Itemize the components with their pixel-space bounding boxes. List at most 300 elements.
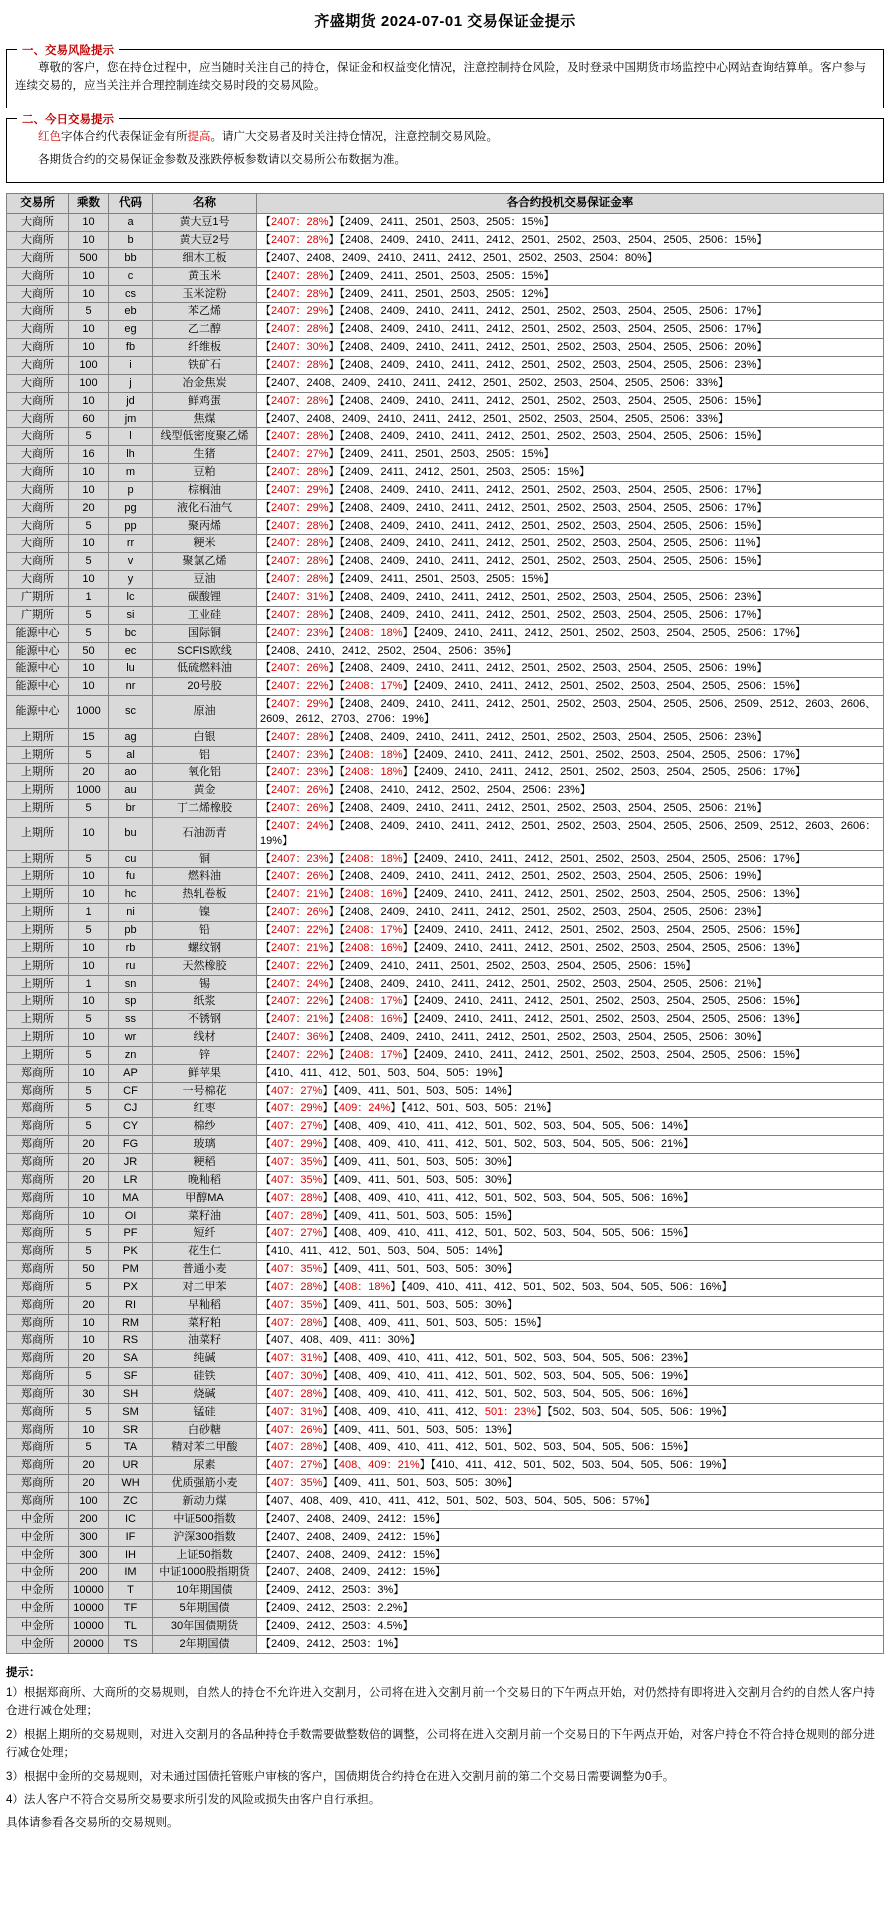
- cell-margin-rate: 【2407：22%】【2408：17%】【2409、2410、2411、2412、2501、2502、2503、2504、2505、2506：15%】: [257, 922, 884, 940]
- cell-code: SH: [109, 1385, 153, 1403]
- today-notice-text-1: [15, 129, 875, 147]
- col-margin-rate: 各合约投机交易保证金率: [257, 194, 884, 214]
- cell-code: UR: [109, 1457, 153, 1475]
- cell-margin-rate: 【2407：22%】【2408：17%】【2409、2410、2411、2412、2501、2502、2503、2504、2505、2506：15%】: [257, 1046, 884, 1064]
- cell-name: 黄大豆2号: [153, 232, 257, 250]
- cell-name: 粳米: [153, 535, 257, 553]
- cell-exchange: 郑商所: [7, 1314, 69, 1332]
- cell-multiplier: 5: [69, 1118, 109, 1136]
- cell-margin-rate: 【2407：28%】【2408、2409、2410、2411、2412、2501、2502、2503、2504、2505、2506：11%】: [257, 535, 884, 553]
- cell-multiplier: 20: [69, 1136, 109, 1154]
- cell-name: 焦煤: [153, 410, 257, 428]
- cell-margin-rate: 【407：35%】【409、411、501、503、505：30%】: [257, 1171, 884, 1189]
- table-row: [7, 1314, 884, 1332]
- cell-margin-rate: 【2407：23%】【2408：18%】【2409、2410、2411、2412、2501、2502、2503、2504、2505、2506：17%】: [257, 764, 884, 782]
- cell-code: RS: [109, 1332, 153, 1350]
- cell-exchange: 上期所: [7, 939, 69, 957]
- cell-name: 花生仁: [153, 1243, 257, 1261]
- cell-name: 普通小麦: [153, 1261, 257, 1279]
- cell-multiplier: 100: [69, 1493, 109, 1511]
- note-item: 1）根据郑商所、大商所的交易规则，自然人的持仓不允许进入交割月，公司将在进入交割月前一个交易日的下午两点开始，对仍然持有即将进入交割月合约的自然人客户持仓进行减仓处理；: [6, 1686, 875, 1718]
- cell-code: si: [109, 606, 153, 624]
- cell-exchange: 郑商所: [7, 1493, 69, 1511]
- page-title: 齐盛期货 2024-07-01 交易保证金提示: [314, 13, 576, 30]
- table-row: [7, 1189, 884, 1207]
- cell-code: nr: [109, 678, 153, 696]
- cell-margin-rate: 【2407：26%】【2408、2409、2410、2411、2412、2501、2502、2503、2504、2505、2506：19%】: [257, 868, 884, 886]
- cell-multiplier: 16: [69, 446, 109, 464]
- cell-name: 线材: [153, 1029, 257, 1047]
- cell-exchange: 上期所: [7, 957, 69, 975]
- cell-name: 新动力煤: [153, 1493, 257, 1511]
- cell-multiplier: 60: [69, 410, 109, 428]
- cell-margin-rate: 【2407：29%】【2408、2409、2410、2411、2412、2501、2502、2503、2504、2505、2506、2509、2512、2603、2606、2609、2612、2703、2706：19%】: [257, 696, 884, 729]
- cell-exchange: 郑商所: [7, 1225, 69, 1243]
- cell-code: a: [109, 214, 153, 232]
- cell-name: 生猪: [153, 446, 257, 464]
- cell-multiplier: 10: [69, 571, 109, 589]
- cell-exchange: 上期所: [7, 850, 69, 868]
- cell-name: 天然橡胶: [153, 957, 257, 975]
- cell-margin-rate: 【2407：28%】【2408、2409、2410、2411、2412、2501、2502、2503、2504、2505、2506：23%】: [257, 357, 884, 375]
- cell-name: 菜籽油: [153, 1207, 257, 1225]
- cell-multiplier: 100: [69, 374, 109, 392]
- cell-multiplier: 20: [69, 1171, 109, 1189]
- cell-multiplier: 10: [69, 464, 109, 482]
- cell-exchange: 上期所: [7, 868, 69, 886]
- table-header-row: [7, 194, 884, 214]
- cell-exchange: 郑商所: [7, 1243, 69, 1261]
- cell-code: RM: [109, 1314, 153, 1332]
- cell-margin-rate: 【2407：26%】【2408、2409、2410、2411、2412、2501、2502、2503、2504、2505、2506：21%】: [257, 800, 884, 818]
- cell-exchange: 上期所: [7, 886, 69, 904]
- cell-exchange: 大商所: [7, 464, 69, 482]
- cell-multiplier: 5: [69, 1011, 109, 1029]
- table-row: [7, 357, 884, 375]
- cell-multiplier: 300: [69, 1546, 109, 1564]
- cell-margin-rate: 【2407：28%】【2409、2411、2412、2501、2503、2505：15%】: [257, 464, 884, 482]
- cell-multiplier: 5: [69, 1046, 109, 1064]
- cell-code: IC: [109, 1510, 153, 1528]
- cell-multiplier: 10: [69, 267, 109, 285]
- cell-exchange: 广期所: [7, 606, 69, 624]
- cell-exchange: 中金所: [7, 1510, 69, 1528]
- cell-multiplier: 20: [69, 499, 109, 517]
- cell-exchange: 能源中心: [7, 642, 69, 660]
- cell-name: 玉米淀粉: [153, 285, 257, 303]
- table-row: [7, 1171, 884, 1189]
- cell-margin-rate: 【2407、2408、2409、2412：15%】: [257, 1510, 884, 1528]
- cell-multiplier: 10: [69, 1314, 109, 1332]
- cell-multiplier: 1: [69, 904, 109, 922]
- cell-multiplier: 10: [69, 993, 109, 1011]
- cell-margin-rate: 【2407：30%】【2408、2409、2410、2411、2412、2501、2502、2503、2504、2505、2506：20%】: [257, 339, 884, 357]
- cell-margin-rate: 【407：28%】【408、409、410、411、412、501、502、503、504、505、506：16%】: [257, 1385, 884, 1403]
- cell-margin-rate: 【2407：28%】【2408、2409、2410、2411、2412、2501、2502、2503、2504、2505、2506：15%】: [257, 428, 884, 446]
- cell-code: lu: [109, 660, 153, 678]
- cell-code: bc: [109, 624, 153, 642]
- cell-margin-rate: 【410、411、412、501、503、504、505：14%】: [257, 1243, 884, 1261]
- cell-name: 锰硅: [153, 1403, 257, 1421]
- notes-heading: 提示：: [6, 1666, 41, 1679]
- cell-margin-rate: 【407、408、409、410、411、412、501、502、503、504、505、506：57%】: [257, 1493, 884, 1511]
- cell-exchange: 上期所: [7, 1029, 69, 1047]
- cell-name: 白砂糖: [153, 1421, 257, 1439]
- cell-name: 中证1000股指期货: [153, 1564, 257, 1582]
- cell-code: ss: [109, 1011, 153, 1029]
- cell-multiplier: 10: [69, 1421, 109, 1439]
- cell-name: 工业硅: [153, 606, 257, 624]
- cell-margin-rate: 【407、408、409、411：30%】: [257, 1332, 884, 1350]
- table-row: [7, 993, 884, 1011]
- cell-margin-rate: 【407：28%】【408、409、411、501、503、505：15%】: [257, 1314, 884, 1332]
- cell-name: 棉纱: [153, 1118, 257, 1136]
- col-name: 名称: [153, 194, 257, 214]
- cell-exchange: 郑商所: [7, 1153, 69, 1171]
- cell-margin-rate: 【2407：31%】【2408、2409、2410、2411、2412、2501、2502、2503、2504、2505、2506：23%】: [257, 588, 884, 606]
- cell-margin-rate: 【2407：23%】【2408：18%】【2409、2410、2411、2412、2501、2502、2503、2504、2505、2506：17%】: [257, 746, 884, 764]
- cell-exchange: 郑商所: [7, 1332, 69, 1350]
- cell-margin-rate: 【2407、2408、2409、2410、2411、2412、2501、2502、2503、2504：80%】: [257, 249, 884, 267]
- cell-margin-rate: 【2407：23%】【2408：18%】【2409、2410、2411、2412、2501、2502、2503、2504、2505、2506：17%】: [257, 624, 884, 642]
- cell-multiplier: 5: [69, 850, 109, 868]
- cell-code: pg: [109, 499, 153, 517]
- cell-name: 铅: [153, 922, 257, 940]
- table-row: [7, 1350, 884, 1368]
- cell-multiplier: 10000: [69, 1617, 109, 1635]
- cell-multiplier: 10: [69, 868, 109, 886]
- table-row: [7, 939, 884, 957]
- cell-margin-rate: 【2408、2410、2412、2502、2504、2506：35%】: [257, 642, 884, 660]
- cell-multiplier: 10: [69, 285, 109, 303]
- cell-name: 上证50指数: [153, 1546, 257, 1564]
- cell-margin-rate: 【2407：21%】【2408：16%】【2409、2410、2411、2412、2501、2502、2503、2504、2505、2506：13%】: [257, 886, 884, 904]
- table-row: [7, 428, 884, 446]
- cell-code: CJ: [109, 1100, 153, 1118]
- table-row: [7, 850, 884, 868]
- cell-code: bb: [109, 249, 153, 267]
- cell-multiplier: 10: [69, 481, 109, 499]
- cell-multiplier: 10: [69, 392, 109, 410]
- cell-name: 早籼稻: [153, 1296, 257, 1314]
- cell-code: TF: [109, 1600, 153, 1618]
- today-notice-section: [6, 113, 884, 184]
- cell-name: 20号胶: [153, 678, 257, 696]
- table-row: [7, 678, 884, 696]
- cell-margin-rate: 【2407：24%】【2408、2409、2410、2411、2412、2501、2502、2503、2504、2505、2506：21%】: [257, 975, 884, 993]
- cell-margin-rate: 【407：27%】【409、411、501、503、505：14%】: [257, 1082, 884, 1100]
- cell-name: 30年国债期货: [153, 1617, 257, 1635]
- cell-multiplier: 10: [69, 339, 109, 357]
- table-row: [7, 1278, 884, 1296]
- cell-exchange: 上期所: [7, 782, 69, 800]
- cell-code: fu: [109, 868, 153, 886]
- cell-multiplier: 10: [69, 1332, 109, 1350]
- note-item: 3）根据中金所的交易规则，对未通过国债托管账户审核的客户，国债期货合约持仓在进入交割月前的第二个交易日需要调整为0手。: [6, 1770, 675, 1783]
- table-row: [7, 1136, 884, 1154]
- cell-exchange: 郑商所: [7, 1082, 69, 1100]
- notice-mid-text: 字体合约代表保证金有所: [61, 130, 188, 143]
- cell-code: sp: [109, 993, 153, 1011]
- cell-multiplier: 5: [69, 1403, 109, 1421]
- cell-code: au: [109, 782, 153, 800]
- cell-exchange: 郑商所: [7, 1118, 69, 1136]
- cell-code: PX: [109, 1278, 153, 1296]
- cell-name: 10年期国债: [153, 1582, 257, 1600]
- table-row: [7, 1546, 884, 1564]
- risk-notice-text: 尊敬的客户，您在持仓过程中，应当随时关注自己的持仓，保证金和权益变化情况，注意控制持仓风险，及时登录中国期货市场监控中心网站查询结算单。客户参与连续交易的，应当关注并合理控制连续交易时段的交易风险。: [15, 62, 866, 92]
- table-row: [7, 1332, 884, 1350]
- table-row: [7, 517, 884, 535]
- cell-name: 鲜鸡蛋: [153, 392, 257, 410]
- cell-multiplier: 20: [69, 1153, 109, 1171]
- cell-name: 菜籽粕: [153, 1314, 257, 1332]
- cell-margin-rate: 【2407、2408、2409、2412：15%】: [257, 1564, 884, 1582]
- cell-name: 棕榈油: [153, 481, 257, 499]
- cell-exchange: 广期所: [7, 588, 69, 606]
- cell-name: 黄大豆1号: [153, 214, 257, 232]
- cell-exchange: 大商所: [7, 285, 69, 303]
- table-row: [7, 1564, 884, 1582]
- cell-multiplier: 5: [69, 553, 109, 571]
- cell-code: cu: [109, 850, 153, 868]
- cell-name: 纯碱: [153, 1350, 257, 1368]
- cell-exchange: 上期所: [7, 746, 69, 764]
- cell-margin-rate: 【2407：28%】【2408、2409、2410、2411、2412、2501、2502、2503、2504、2505、2506：23%】: [257, 728, 884, 746]
- cell-multiplier: 20: [69, 1475, 109, 1493]
- cell-exchange: 大商所: [7, 446, 69, 464]
- cell-name: 沪深300指数: [153, 1528, 257, 1546]
- cell-code: PF: [109, 1225, 153, 1243]
- cell-name: 液化石油气: [153, 499, 257, 517]
- table-row: [7, 1368, 884, 1386]
- cell-name: 5年期国债: [153, 1600, 257, 1618]
- cell-code: hc: [109, 886, 153, 904]
- cell-name: 豆油: [153, 571, 257, 589]
- table-row: [7, 464, 884, 482]
- table-row: [7, 1243, 884, 1261]
- table-row: [7, 1457, 884, 1475]
- cell-exchange: 能源中心: [7, 696, 69, 729]
- cell-margin-rate: 【2407、2408、2409、2412：15%】: [257, 1528, 884, 1546]
- cell-multiplier: 5: [69, 606, 109, 624]
- cell-code: i: [109, 357, 153, 375]
- cell-exchange: 大商所: [7, 267, 69, 285]
- cell-exchange: 郑商所: [7, 1100, 69, 1118]
- cell-name: 优质强筋小麦: [153, 1475, 257, 1493]
- cell-exchange: 大商所: [7, 517, 69, 535]
- cell-code: JR: [109, 1153, 153, 1171]
- cell-multiplier: 10: [69, 214, 109, 232]
- cell-multiplier: 10: [69, 678, 109, 696]
- table-row: [7, 392, 884, 410]
- cell-exchange: 中金所: [7, 1635, 69, 1653]
- footer-notes: [6, 1664, 884, 1833]
- red-raise-word: 提高: [187, 130, 211, 143]
- cell-exchange: 上期所: [7, 993, 69, 1011]
- cell-exchange: 郑商所: [7, 1350, 69, 1368]
- cell-multiplier: 10: [69, 660, 109, 678]
- cell-margin-rate: 【407：27%】【408、409：21%】【410、411、412、501、502、503、504、505、506：19%】: [257, 1457, 884, 1475]
- table-row: [7, 1582, 884, 1600]
- cell-exchange: 郑商所: [7, 1457, 69, 1475]
- table-row: [7, 481, 884, 499]
- cell-multiplier: 10: [69, 1207, 109, 1225]
- table-row: [7, 800, 884, 818]
- table-row: [7, 285, 884, 303]
- cell-multiplier: 5: [69, 1082, 109, 1100]
- cell-code: SF: [109, 1368, 153, 1386]
- cell-exchange: 上期所: [7, 817, 69, 850]
- cell-code: IM: [109, 1564, 153, 1582]
- table-row: [7, 1493, 884, 1511]
- cell-margin-rate: 【2407、2408、2409、2410、2411、2412、2501、2502、2503、2504、2505、2506：33%】: [257, 410, 884, 428]
- cell-margin-rate: 【2407、2408、2409、2410、2411、2412、2501、2502、2503、2504、2505、2506：33%】: [257, 374, 884, 392]
- cell-exchange: 上期所: [7, 728, 69, 746]
- cell-exchange: 大商所: [7, 392, 69, 410]
- cell-multiplier: 200: [69, 1510, 109, 1528]
- cell-exchange: 大商所: [7, 535, 69, 553]
- table-row: [7, 571, 884, 589]
- cell-multiplier: 10: [69, 1029, 109, 1047]
- cell-code: ec: [109, 642, 153, 660]
- cell-multiplier: 10000: [69, 1582, 109, 1600]
- notes-list: [6, 1684, 884, 1833]
- cell-multiplier: 1: [69, 975, 109, 993]
- cell-name: 国际铜: [153, 624, 257, 642]
- cell-code: jm: [109, 410, 153, 428]
- table-row: [7, 374, 884, 392]
- cell-exchange: 郑商所: [7, 1296, 69, 1314]
- cell-code: SM: [109, 1403, 153, 1421]
- cell-code: eg: [109, 321, 153, 339]
- cell-name: 黄玉米: [153, 267, 257, 285]
- cell-code: eb: [109, 303, 153, 321]
- cell-margin-rate: 【2409、2412、2503：1%】: [257, 1635, 884, 1653]
- cell-name: 冶金焦炭: [153, 374, 257, 392]
- table-row: [7, 232, 884, 250]
- cell-margin-rate: 【2407：26%】【2408、2410、2412、2502、2504、2506：23%】: [257, 782, 884, 800]
- cell-exchange: 郑商所: [7, 1136, 69, 1154]
- cell-margin-rate: 【410、411、412、501、503、504、505：19%】: [257, 1064, 884, 1082]
- cell-margin-rate: 【2407：22%】【2408：17%】【2409、2410、2411、2412、2501、2502、2503、2504、2505、2506：15%】: [257, 993, 884, 1011]
- table-row: [7, 1100, 884, 1118]
- table-row: [7, 642, 884, 660]
- cell-name: 细木工板: [153, 249, 257, 267]
- cell-name: 氧化铝: [153, 764, 257, 782]
- table-row: [7, 1600, 884, 1618]
- cell-margin-rate: 【407：30%】【408、409、410、411、412、501、502、503、504、505、506：19%】: [257, 1368, 884, 1386]
- cell-margin-rate: 【407：28%】【408、409、410、411、412、501、502、503、504、505、506：15%】: [257, 1439, 884, 1457]
- cell-margin-rate: 【2407：23%】【2408：18%】【2409、2410、2411、2412、2501、2502、2503、2504、2505、2506：17%】: [257, 850, 884, 868]
- cell-margin-rate: 【2409、2412、2503：4.5%】: [257, 1617, 884, 1635]
- table-row: [7, 817, 884, 850]
- cell-name: 丁二烯橡胶: [153, 800, 257, 818]
- cell-multiplier: 50: [69, 642, 109, 660]
- cell-multiplier: 10: [69, 817, 109, 850]
- cell-exchange: 上期所: [7, 904, 69, 922]
- cell-code: TS: [109, 1635, 153, 1653]
- notice-post-text: 。请广大交易者及时关注持仓情况，注意控制交易风险。: [210, 130, 498, 143]
- cell-name: 铝: [153, 746, 257, 764]
- risk-notice-section: [6, 45, 884, 108]
- cell-margin-rate: 【2407：28%】【2409、2411、2501、2503、2505：12%】: [257, 285, 884, 303]
- cell-multiplier: 5: [69, 1278, 109, 1296]
- cell-margin-rate: 【407：28%】【409、411、501、503、505：15%】: [257, 1207, 884, 1225]
- cell-multiplier: 5: [69, 1100, 109, 1118]
- cell-name: 2年期国债: [153, 1635, 257, 1653]
- cell-name: 原油: [153, 696, 257, 729]
- cell-multiplier: 20000: [69, 1635, 109, 1653]
- cell-name: 一号棉花: [153, 1082, 257, 1100]
- cell-name: 中证500指数: [153, 1510, 257, 1528]
- cell-name: 石油沥青: [153, 817, 257, 850]
- cell-margin-rate: 【2407、2408、2409、2412：15%】: [257, 1546, 884, 1564]
- cell-margin-rate: 【407：35%】【409、411、501、503、505：30%】: [257, 1296, 884, 1314]
- table-row: [7, 1475, 884, 1493]
- cell-code: CY: [109, 1118, 153, 1136]
- cell-code: l: [109, 428, 153, 446]
- cell-code: RI: [109, 1296, 153, 1314]
- note-item: 具体请参看各交易所的交易规则。: [6, 1817, 179, 1830]
- cell-name: 锡: [153, 975, 257, 993]
- table-row: [7, 446, 884, 464]
- cell-name: 聚氯乙烯: [153, 553, 257, 571]
- today-notice-label: 二、今日交易提示: [17, 111, 119, 127]
- cell-name: 尿素: [153, 1457, 257, 1475]
- table-row: [7, 957, 884, 975]
- cell-margin-rate: 【407：29%】【408、409、410、411、412、501、502、503、504、505、506：21%】: [257, 1136, 884, 1154]
- cell-name: 碳酸锂: [153, 588, 257, 606]
- cell-name: 白银: [153, 728, 257, 746]
- table-row: [7, 1207, 884, 1225]
- table-row: [7, 764, 884, 782]
- table-row: [7, 606, 884, 624]
- table-row: [7, 1225, 884, 1243]
- cell-multiplier: 5: [69, 1368, 109, 1386]
- cell-code: SR: [109, 1421, 153, 1439]
- cell-multiplier: 30: [69, 1385, 109, 1403]
- table-row: [7, 1510, 884, 1528]
- table-body: [7, 214, 884, 1653]
- cell-code: rb: [109, 939, 153, 957]
- cell-exchange: 郑商所: [7, 1064, 69, 1082]
- cell-exchange: 上期所: [7, 764, 69, 782]
- cell-exchange: 郑商所: [7, 1171, 69, 1189]
- cell-exchange: 中金所: [7, 1582, 69, 1600]
- cell-multiplier: 10000: [69, 1600, 109, 1618]
- cell-code: ag: [109, 728, 153, 746]
- note-item: 4）法人客户不符合交易所交易要求所引发的风险或损失由客户自行承担。: [6, 1793, 381, 1806]
- cell-exchange: 中金所: [7, 1564, 69, 1582]
- cell-margin-rate: 【407：27%】【408、409、410、411、412、501、502、503、504、505、506：15%】: [257, 1225, 884, 1243]
- table-row: [7, 588, 884, 606]
- table-row: [7, 1439, 884, 1457]
- table-row: [7, 1635, 884, 1653]
- cell-code: WH: [109, 1475, 153, 1493]
- table-row: [7, 321, 884, 339]
- cell-name: 玻璃: [153, 1136, 257, 1154]
- cell-exchange: 大商所: [7, 339, 69, 357]
- cell-code: sc: [109, 696, 153, 729]
- cell-multiplier: 5: [69, 517, 109, 535]
- cell-name: 乙二醇: [153, 321, 257, 339]
- table-row: [7, 1046, 884, 1064]
- table-row: [7, 922, 884, 940]
- cell-multiplier: 20: [69, 1296, 109, 1314]
- cell-name: 热轧卷板: [153, 886, 257, 904]
- cell-name: 红枣: [153, 1100, 257, 1118]
